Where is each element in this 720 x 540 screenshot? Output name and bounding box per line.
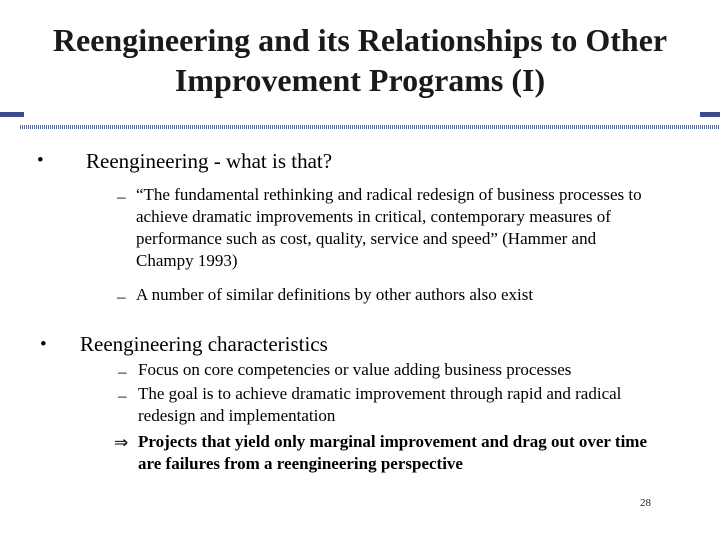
dash-marker: – xyxy=(118,362,127,381)
section-heading: Reengineering characteristics xyxy=(80,332,328,356)
list-item: The goal is to achieve dramatic improvement through rapid and radical redesign and implementation xyxy=(138,384,622,425)
bullet-marker: • xyxy=(40,334,47,355)
dash-marker: – xyxy=(117,287,126,306)
title-divider xyxy=(20,125,720,129)
decorative-bar-left xyxy=(0,112,24,117)
implies-arrow-icon: ⇒ xyxy=(114,433,129,453)
slide-title: Reengineering and its Relationships to Other Improvement Programs (I) xyxy=(52,22,668,98)
definition-quote: “The fundamental rethinking and radical redesign of business processes to achieve dramatic improvements in critical, contemporary measures of performance such as cost, quality, service and speed” (Hammer and Champy 1993) xyxy=(136,185,642,270)
page-number: 28 xyxy=(640,497,651,509)
list-item: A number of similar definitions by other authors also exist xyxy=(136,285,534,304)
decorative-bar-right xyxy=(700,112,720,117)
list-item: Focus on core competencies or value adding business processes xyxy=(138,360,572,379)
section-heading: Reengineering - what is that? xyxy=(86,149,333,173)
list-item-emphasis: Projects that yield only marginal improvement and drag out over time are failures from a reengineering perspective xyxy=(138,432,648,473)
dash-marker: – xyxy=(118,386,127,405)
bullet-marker: • xyxy=(37,150,44,171)
dash-marker: – xyxy=(117,187,126,206)
